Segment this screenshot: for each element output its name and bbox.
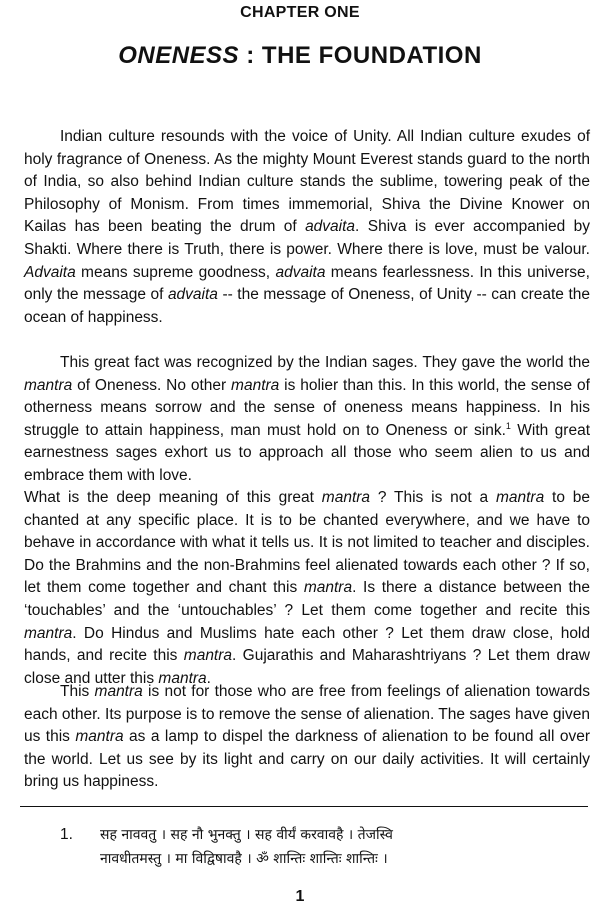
- text-run: -- the message of Oneness, of Unity -- can create the ocean of happiness.: [24, 286, 590, 326]
- italic-term: mantra: [303, 579, 353, 597]
- text-run: This: [60, 683, 95, 700]
- text-run: is holier than this. In this world, the sense of otherness means sorrow and the sense of oneness means happiness. In his struggle to attain happiness, man must hold on to Oneness or sink.: [24, 376, 590, 439]
- chapter-label: CHAPTER ONE: [240, 4, 360, 21]
- paragraph-3: [24, 487, 590, 690]
- italic-term: advaita: [275, 263, 326, 281]
- italic-term: mantra: [231, 376, 280, 394]
- italic-term: mantra: [321, 489, 371, 506]
- text-run: With great earnestness sages exhort us to approach all those who seem alien to us and embrace them with love.: [24, 421, 591, 484]
- text-run: . Gujarathis and Maharashtriyans ? Let them draw close and utter this: [24, 647, 590, 687]
- paragraph-2: [24, 352, 590, 488]
- paragraph-1: [24, 126, 590, 329]
- italic-term: mantra: [94, 683, 143, 700]
- chapter-title-italic: ONENESS: [118, 42, 240, 69]
- italic-term: Advaita: [24, 263, 76, 281]
- footnote-line-2: नावधीतमस्तु । मा विद्विषावहै । ॐ शान्तिः शान्तिः शान्तिः ।: [100, 851, 388, 867]
- italic-term: mantra: [158, 669, 207, 687]
- text-run: Indian culture resounds with the voice of Unity. All Indian culture exudes of holy fragrance of Oneness. As the mighty Mount Everest stands guard to the north of India, so also behind Indian culture stands the sublime, towering peak of the Philosophy of Monism. From times immemorial, Shiva the Divine Knower on Kailas has been beating the drum of: [24, 128, 590, 236]
- chapter-title-rest: : THE FOUNDATION: [239, 42, 482, 69]
- footnote-ref: 1: [505, 420, 511, 431]
- text-run: This great fact was recognized by the Indian sages. They gave the world the: [60, 354, 590, 371]
- text-run: is not for those who are free from feelings of alienation towards each other. Its purpose is to remove the sense of alienation. The sages have given us this: [24, 683, 590, 746]
- italic-term: advaita: [305, 218, 356, 236]
- page-number: 1: [295, 888, 305, 905]
- text-run: to be chanted at any specific place. It is to be chanted everywhere, and we have to behave in accordance with what it tells us. It is not limited to teacher and disciples. Do the Brahmins and the non-Brahmins feel alienated towards each other ? If so, let them come together and chant this: [24, 489, 591, 597]
- footnote-text: [100, 823, 570, 871]
- text-run: .: [206, 669, 211, 687]
- text-run: of Oneness. No other: [72, 376, 232, 394]
- italic-term: mantra: [24, 624, 73, 642]
- chapter-title: [0, 42, 600, 70]
- text-run: What is the deep meaning of this great: [24, 489, 322, 506]
- text-run: as a lamp to dispel the darkness of alienation to be found all over the world. Let us see by its light and carry on our daily activities. It will certainly bring us happiness.: [24, 728, 590, 791]
- italic-term: mantra: [24, 376, 73, 394]
- footnote-divider: [20, 806, 588, 807]
- italic-term: mantra: [183, 647, 233, 665]
- footnote-number: 1.: [60, 826, 73, 843]
- italic-term: mantra: [495, 489, 545, 506]
- text-run: . Do Hindus and Muslims hate each other ? Let them draw close, hold hands, and recite this: [24, 624, 590, 665]
- footnote-line-1: सह नाववतु । सह नौ भुनक्तु । सह वीर्यं करवावहै । तेजस्वि: [100, 827, 393, 843]
- text-run: means fearlessness. In this universe, only the message of: [24, 263, 590, 304]
- italic-term: advaita: [167, 286, 218, 304]
- text-run: ? This is not a: [370, 489, 496, 506]
- text-run: . Is there a distance between the ‘touchables’ and the ‘untouchables’ ? Let them come together and recite this: [24, 579, 590, 619]
- text-run: means supreme goodness,: [75, 263, 276, 281]
- paragraph-4: [24, 681, 590, 794]
- text-run: . Shiva is ever accompanied by Shakti. Where there is Truth, there is power. Where there is love, must be valour.: [24, 218, 590, 258]
- italic-term: mantra: [75, 728, 124, 746]
